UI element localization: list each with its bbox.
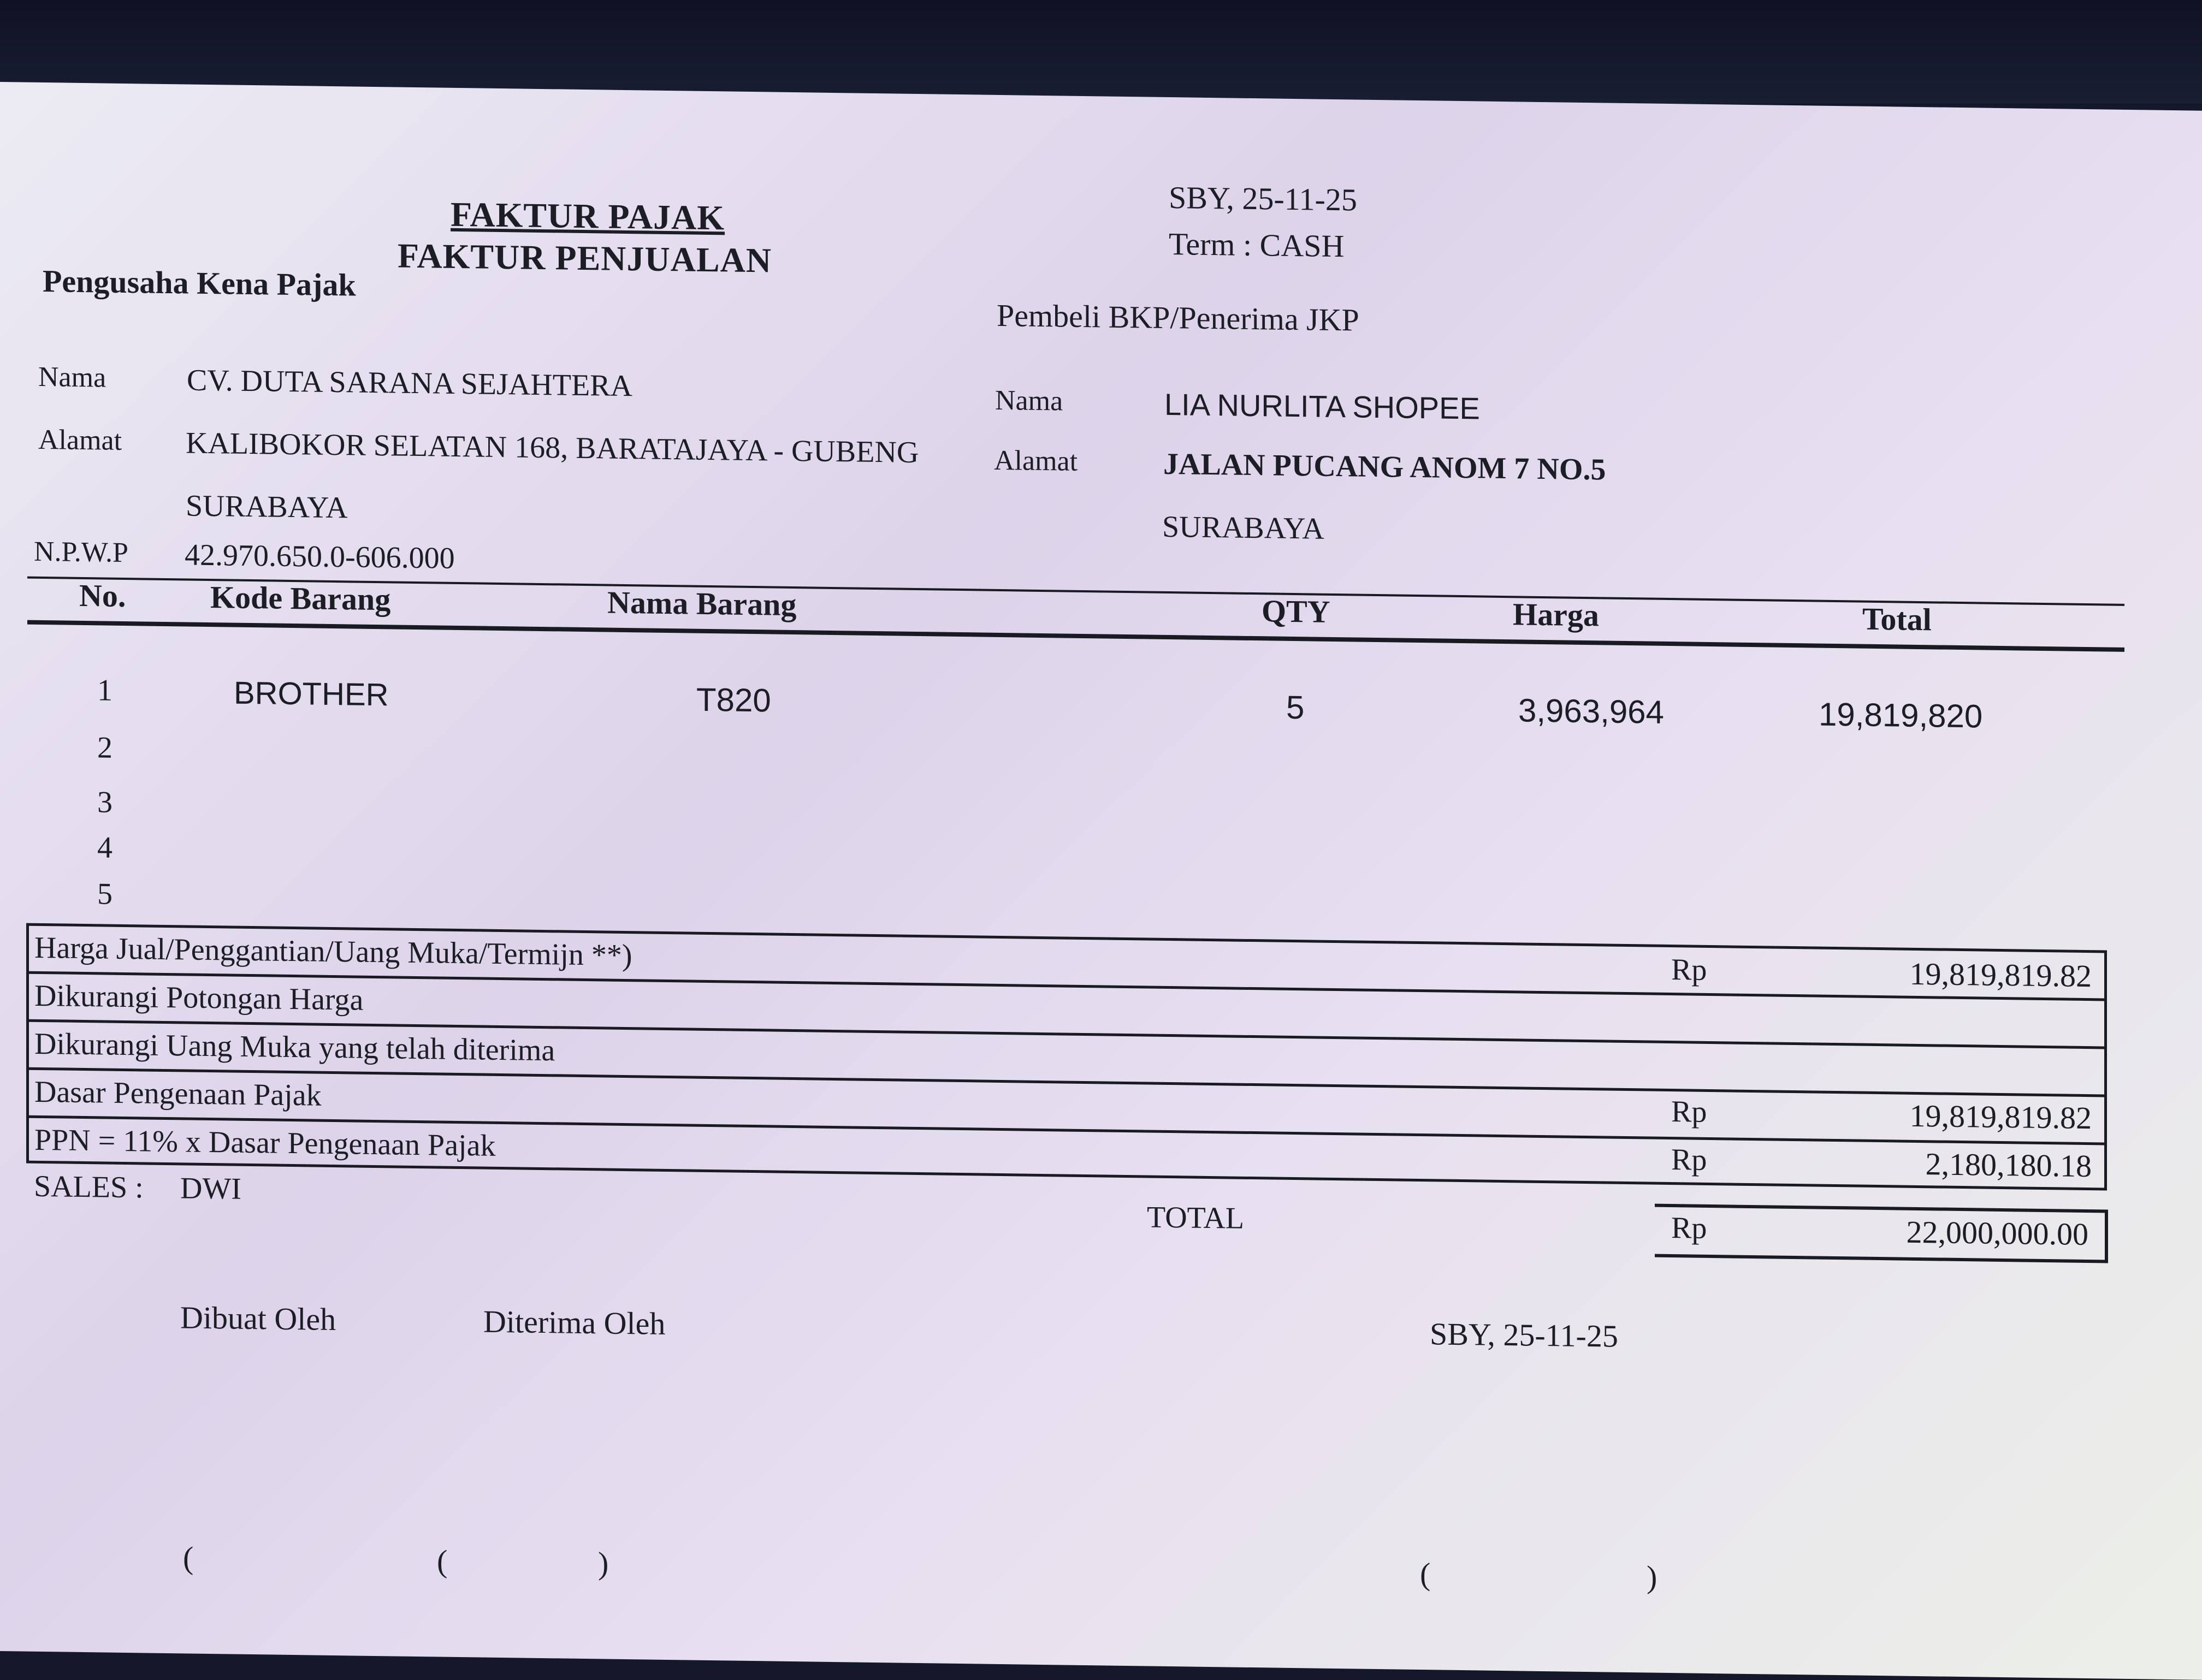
col-header-nama: Nama Barang	[607, 584, 797, 623]
title-faktur-pajak: FAKTUR PAJAK	[451, 194, 725, 238]
header-place-date: SBY, 25-11-25	[1169, 180, 1357, 218]
invoice-page	[0, 82, 2202, 1680]
row-2-no: 2	[97, 731, 113, 765]
seller-name: CV. DUTA SARANA SEJAHTERA	[187, 363, 632, 403]
table-header-rule	[27, 620, 2124, 652]
row-4-no: 4	[97, 830, 113, 865]
amount-harga-jual-value: 19,819,819.82	[1909, 955, 2092, 994]
amount-harga-jual	[1655, 950, 2108, 1002]
buyer-name: LIA NURLITA SHOPEE	[1164, 387, 1480, 426]
seller-address-line1: KALIBOKOR SELATAN 168, BARATAJAYA - GUBENG	[186, 426, 919, 470]
buyer-name-label: Nama	[995, 384, 1063, 417]
seller-name-label: Nama	[38, 361, 106, 394]
buyer-address-line1: JALAN PUCANG ANOM 7 NO.5	[1163, 447, 1606, 487]
signature-paren-open-1: (	[183, 1540, 194, 1576]
seller-npwp: 42.970.650.0-606.000	[185, 538, 455, 575]
row-1-nama: T820	[696, 681, 771, 719]
currency-label: Rp	[1671, 1211, 1707, 1245]
seller-npwp-label: N.P.W.P	[34, 536, 128, 569]
row-1-kode: BROTHER	[234, 675, 389, 713]
seller-heading: Pengusaha Kena Pajak	[43, 263, 356, 303]
col-header-kode: Kode Barang	[210, 579, 391, 618]
row-1-no: 1	[97, 673, 113, 708]
buyer-address-line2: SURABAYA	[1162, 509, 1324, 546]
title-faktur-penjualan: FAKTUR PENJUALAN	[398, 236, 772, 280]
signature-paren-close-3: )	[1647, 1559, 1658, 1595]
seller-address-line2: SURABAYA	[186, 489, 348, 525]
signature-paren-open-2: (	[437, 1543, 448, 1579]
buyer-address-label: Alamat	[994, 444, 1078, 477]
signature-paren-close-2: )	[598, 1545, 609, 1581]
signature-diterima-oleh: Diterima Oleh	[483, 1303, 666, 1341]
signature-paren-open-3: (	[1420, 1556, 1431, 1592]
sales-label: SALES :	[34, 1169, 144, 1205]
amount-dasar	[1655, 1092, 2108, 1144]
signature-dibuat-oleh: Dibuat Oleh	[180, 1299, 336, 1338]
amount-dasar-value: 19,819,819.82	[1909, 1097, 2092, 1136]
footer-place-date: SBY, 25-11-25	[1430, 1316, 1618, 1354]
row-1-total: 19,819,820	[1819, 696, 1983, 735]
row-3-no: 3	[97, 785, 113, 820]
amount-ppn-value: 2,180,180.18	[1925, 1146, 2092, 1184]
total-box	[1655, 1204, 2108, 1263]
row-1-harga: 3,963,964	[1518, 692, 1664, 731]
sales-name: DWI	[180, 1171, 241, 1206]
total-value: 22,000,000.00	[1906, 1214, 2088, 1252]
col-header-no: No.	[79, 577, 126, 614]
col-header-total: Total	[1862, 601, 1932, 638]
currency-label: Rp	[1671, 953, 1707, 987]
summary-label-harga-jual: Harga Jual/Penggantian/Uang Muka/Termijn **)	[34, 930, 632, 973]
summary-label-ppn: PPN = 11% x Dasar Pengenaan Pajak	[34, 1123, 496, 1163]
buyer-heading: Pembeli BKP/Penerima JKP	[997, 297, 1359, 338]
total-label: TOTAL	[1147, 1200, 1245, 1236]
col-header-qty: QTY	[1262, 593, 1330, 630]
col-header-harga: Harga	[1513, 596, 1599, 633]
summary-label-potongan: Dikurangi Potongan Harga	[34, 978, 364, 1017]
amount-ppn	[1655, 1140, 2108, 1192]
seller-address-label: Alamat	[38, 424, 122, 456]
row-5-no: 5	[97, 877, 113, 911]
currency-label: Rp	[1671, 1095, 1707, 1129]
row-1-qty: 5	[1286, 688, 1305, 726]
summary-label-dasar: Dasar Pengenaan Pajak	[34, 1075, 322, 1113]
header-term: Term : CASH	[1169, 226, 1345, 264]
summary-label-uang-muka: Dikurangi Uang Muka yang telah diterima	[34, 1026, 555, 1068]
currency-label: Rp	[1671, 1143, 1707, 1177]
